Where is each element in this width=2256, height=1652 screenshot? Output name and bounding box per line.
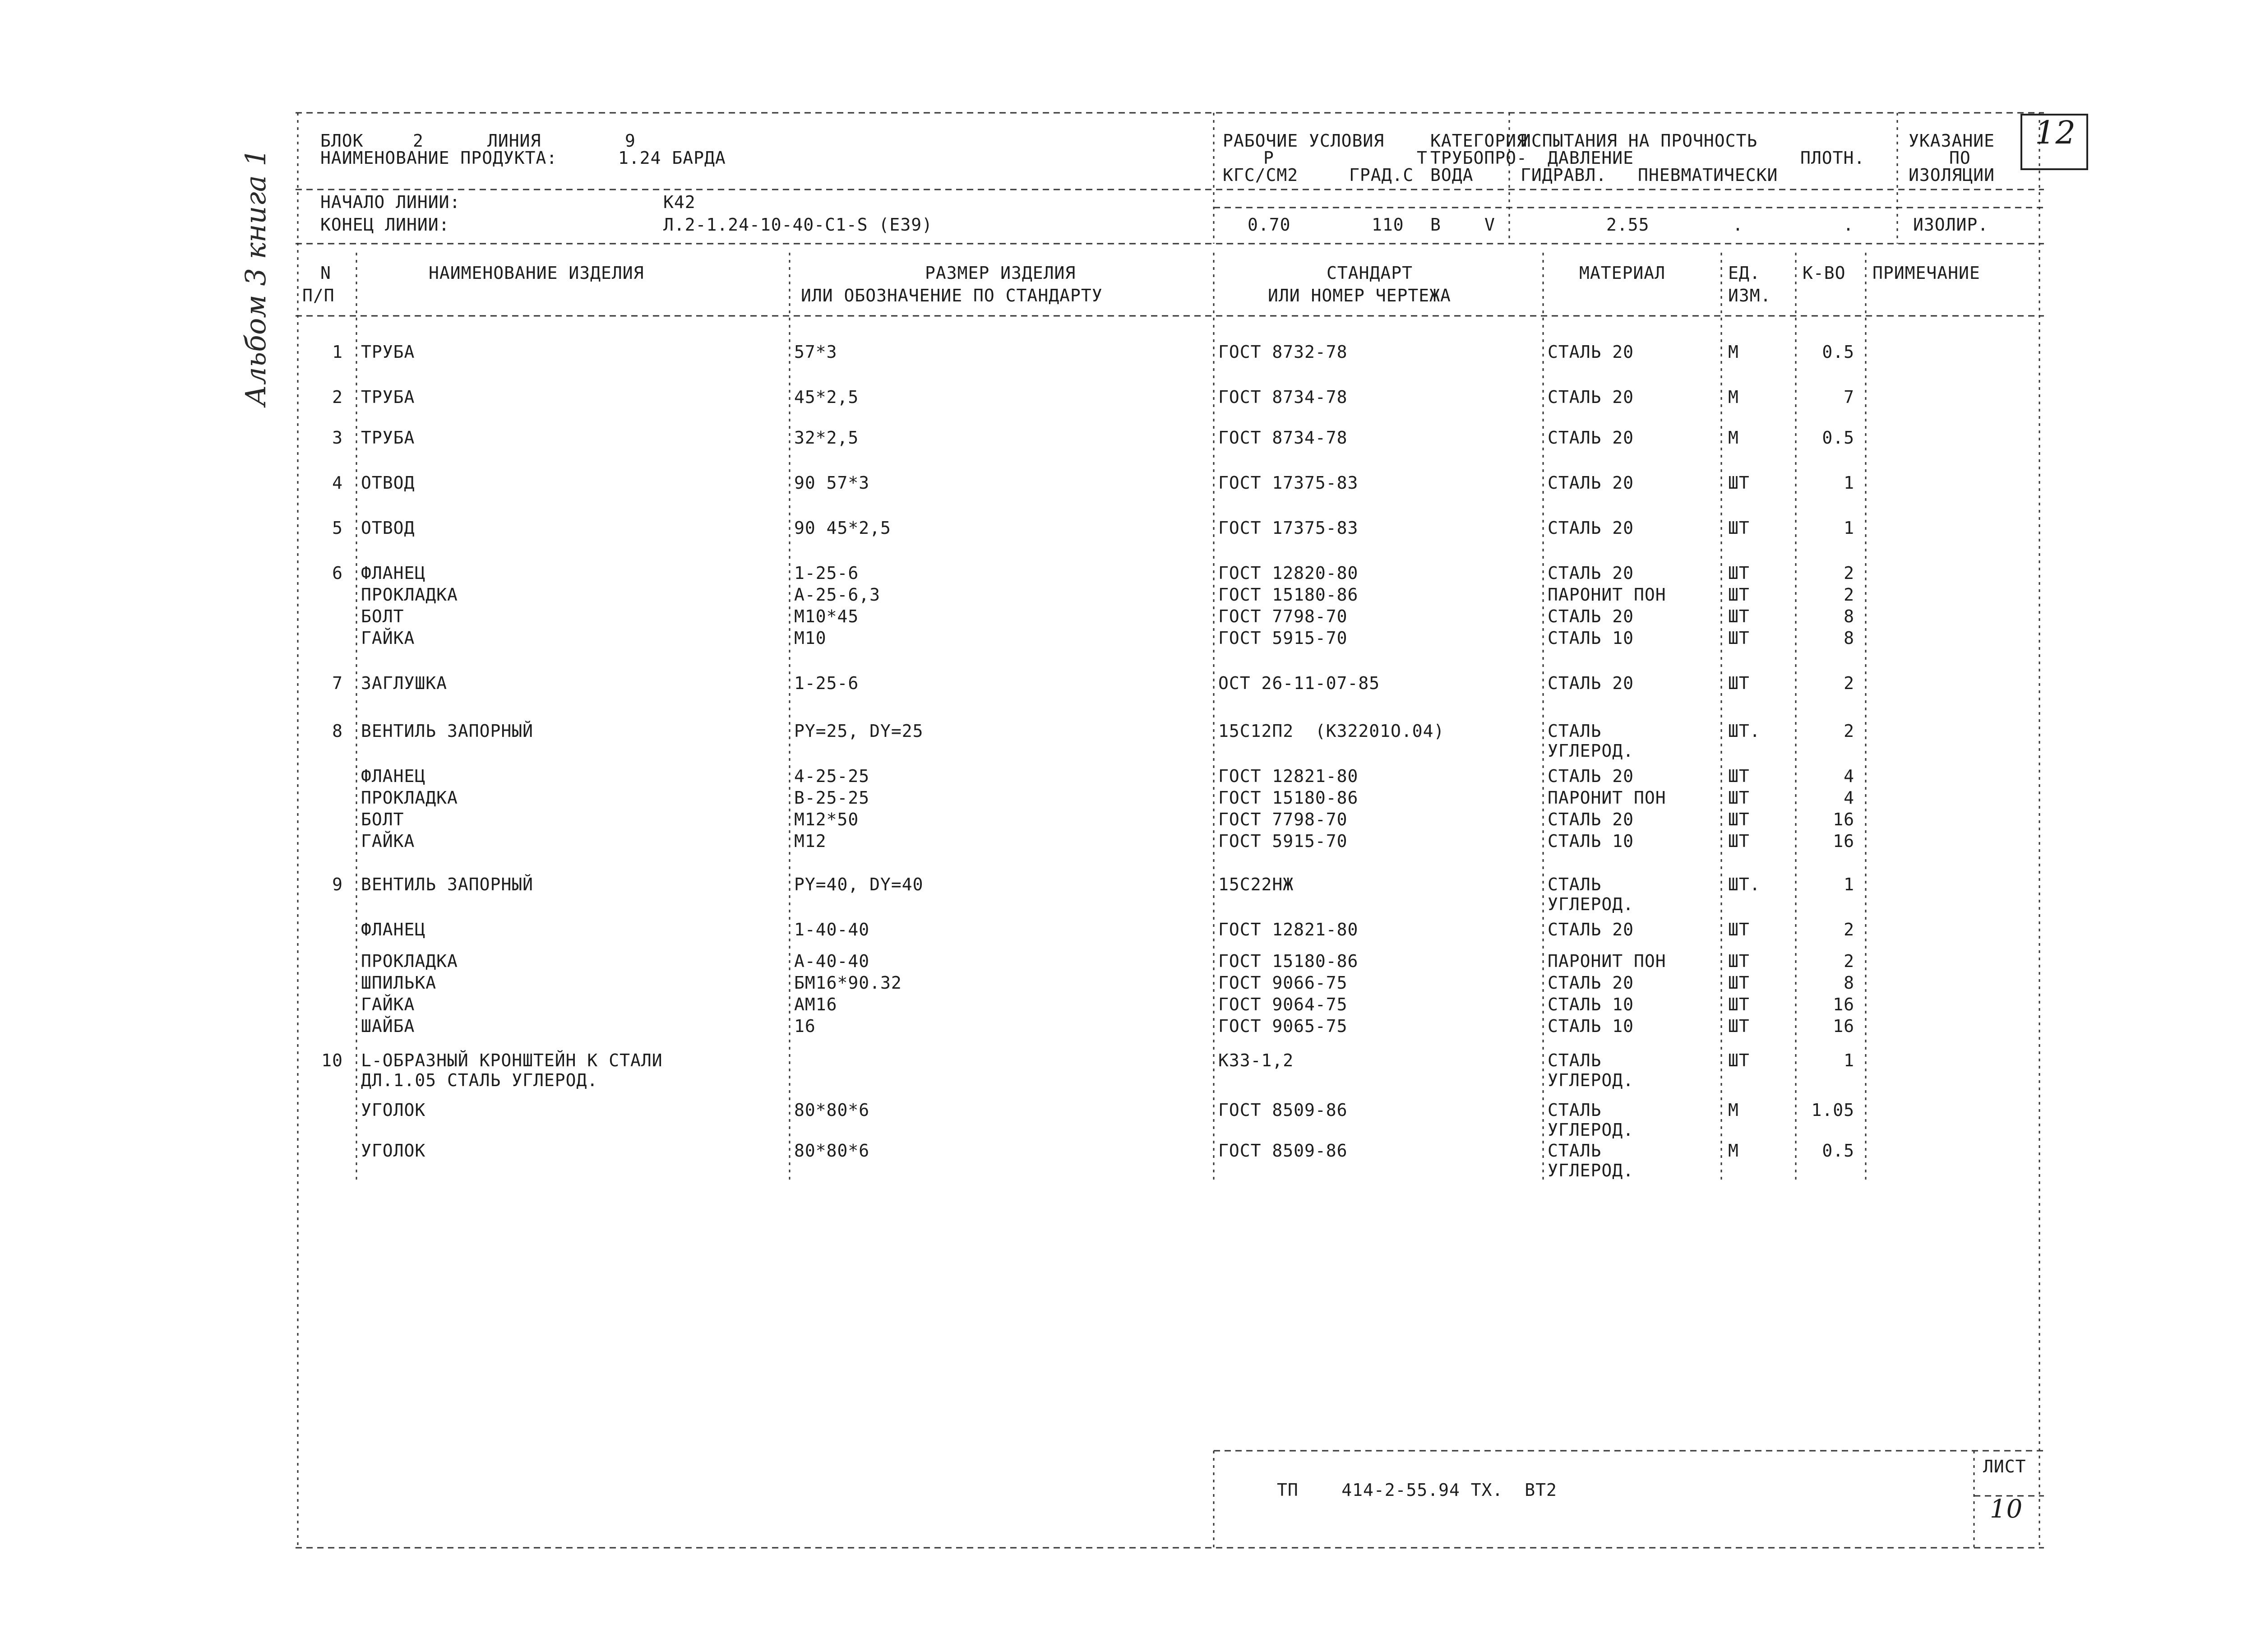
cell-unit: ШТ xyxy=(1728,563,1750,583)
cell-name: БОЛТ xyxy=(361,810,404,829)
col-unit-2: ИЗМ. xyxy=(1728,286,1771,305)
cell-n: 8 xyxy=(332,721,343,741)
insulation-title-1: УКАЗАНИЕ xyxy=(1909,131,1995,151)
cell-qty: 0.5 xyxy=(1822,428,1854,448)
cell-size: 80*80*6 xyxy=(794,1100,870,1120)
tests-hydraulic: ГИДРАВЛ. xyxy=(1521,165,1607,185)
cell-mat-line2: УГЛЕРОД. xyxy=(1548,894,1634,914)
cell-size: PY=40, DY=40 xyxy=(794,875,924,894)
tests-density: ПЛОТН. xyxy=(1800,148,1865,168)
cell-size: М10 xyxy=(794,628,827,648)
cell-mat: СТАЛЬ 20 xyxy=(1548,428,1634,448)
cell-mat: ПАРОНИТ ПОН xyxy=(1548,788,1666,808)
cell-name: ФЛАНЕЦ xyxy=(361,563,426,583)
cell-mat: СТАЛЬ 20 xyxy=(1548,920,1634,939)
cell-name: ФЛАНЕЦ xyxy=(361,766,426,786)
col-num-2: П/П xyxy=(302,286,335,305)
col-std-2: ИЛИ НОМЕР ЧЕРТЕЖА xyxy=(1268,286,1451,305)
cell-size: М12 xyxy=(794,831,827,851)
cell-std: ГОСТ 7798-70 xyxy=(1218,810,1348,829)
cell-n: 5 xyxy=(332,518,343,538)
line-label: ЛИНИЯ xyxy=(487,131,541,151)
cell-size: 1-25-6 xyxy=(794,673,859,693)
cell-name: ТРУБА xyxy=(361,342,415,362)
cell-n: 2 xyxy=(332,387,343,407)
cell-n: 9 xyxy=(332,875,343,894)
tests-density-value: . xyxy=(1843,215,1854,235)
cell-std: ГОСТ 9065-75 xyxy=(1218,1016,1348,1036)
cell-mat: СТАЛЬ 20 xyxy=(1548,518,1634,538)
cell-n: 4 xyxy=(332,473,343,493)
cell-name: ТРУБА xyxy=(361,387,415,407)
category-title-2: ТРУБОПРО- xyxy=(1430,148,1527,168)
cell-name: ГАЙКА xyxy=(361,628,415,648)
cell-mat: СТАЛЬ xyxy=(1548,1100,1602,1120)
block-label: БЛОК xyxy=(320,131,364,151)
cell-qty: 4 xyxy=(1844,788,1854,808)
cell-mat: СТАЛЬ 20 xyxy=(1548,387,1634,407)
cell-size: 90 45*2,5 xyxy=(794,518,891,538)
cell-unit: ШТ xyxy=(1728,673,1750,693)
line-end-value: Л.2-1.24-10-40-С1-S (Е39) xyxy=(663,215,933,235)
cell-name: ОТВОД xyxy=(361,473,415,493)
cell-qty: 0.5 xyxy=(1822,1141,1854,1161)
cell-mat: СТАЛЬ 20 xyxy=(1548,342,1634,362)
cell-unit: ШТ xyxy=(1728,831,1750,851)
cell-unit: М xyxy=(1728,342,1739,362)
cell-unit: ШТ xyxy=(1728,951,1750,971)
line-value: 9 xyxy=(625,131,636,151)
cell-qty: 16 xyxy=(1833,831,1854,851)
cell-unit: М xyxy=(1728,1100,1739,1120)
cell-unit: ШТ xyxy=(1728,1050,1750,1070)
cell-std: 15С12П2 (К32201О.04) xyxy=(1218,721,1445,741)
cell-qty: 16 xyxy=(1833,1016,1854,1036)
cell-unit: ШТ xyxy=(1728,518,1750,538)
cell-size: В-25-25 xyxy=(794,788,870,808)
cell-name-line2: ДЛ.1.05 СТАЛЬ УГЛЕРОД. xyxy=(361,1070,598,1090)
category-title-3: ВОДА xyxy=(1430,165,1474,185)
category-value-1: В xyxy=(1430,215,1441,235)
col-name: НАИМЕНОВАНИЕ ИЗДЕЛИЯ xyxy=(429,263,644,283)
t-unit: ГРАД.С xyxy=(1349,165,1414,185)
cell-qty: 1 xyxy=(1844,518,1854,538)
cell-name: ОТВОД xyxy=(361,518,415,538)
cell-qty: 1 xyxy=(1844,1050,1854,1070)
cell-unit: М xyxy=(1728,428,1739,448)
p-label: Р xyxy=(1263,148,1274,168)
tests-pneumatic-value: . xyxy=(1733,215,1743,235)
cell-name: ПРОКЛАДКА xyxy=(361,951,458,971)
cell-size: 1-25-6 xyxy=(794,563,859,583)
cell-name: БОЛТ xyxy=(361,606,404,626)
tests-pressure: ДАВЛЕНИЕ xyxy=(1548,148,1634,168)
cell-mat: СТАЛЬ 10 xyxy=(1548,628,1634,648)
block-value: 2 xyxy=(413,131,424,151)
cell-mat: СТАЛЬ 10 xyxy=(1548,831,1634,851)
cell-name: ГАЙКА xyxy=(361,995,415,1014)
cell-std: ГОСТ 8509-86 xyxy=(1218,1141,1348,1161)
cell-mat-line2: УГЛЕРОД. xyxy=(1548,741,1634,761)
cell-unit: ШТ xyxy=(1728,628,1750,648)
cell-name: ТРУБА xyxy=(361,428,415,448)
cell-size: PY=25, DY=25 xyxy=(794,721,924,741)
cell-size: 90 57*3 xyxy=(794,473,870,493)
cell-size: 32*2,5 xyxy=(794,428,859,448)
category-value-2: V xyxy=(1484,215,1495,235)
cell-qty: 1 xyxy=(1844,875,1854,894)
cell-mat: СТАЛЬ xyxy=(1548,1141,1602,1161)
cell-qty: 8 xyxy=(1844,628,1854,648)
cell-qty: 1 xyxy=(1844,473,1854,493)
cell-qty: 8 xyxy=(1844,606,1854,626)
cell-qty: 0.5 xyxy=(1822,342,1854,362)
cell-qty: 2 xyxy=(1844,563,1854,583)
col-note: ПРИМЕЧАНИЕ xyxy=(1872,263,1980,283)
cell-size: 57*3 xyxy=(794,342,837,362)
conditions-title: РАБОЧИЕ УСЛОВИЯ xyxy=(1223,131,1385,151)
cell-size: 45*2,5 xyxy=(794,387,859,407)
cell-std: ГОСТ 17375-83 xyxy=(1218,518,1359,538)
cell-size: АМ16 xyxy=(794,995,837,1014)
line-start-label: НАЧАЛО ЛИНИИ: xyxy=(320,192,461,212)
cell-qty: 1.05 xyxy=(1811,1100,1854,1120)
cell-unit: ШТ xyxy=(1728,788,1750,808)
product-value: 1.24 БАРДА xyxy=(618,148,726,168)
tests-pneumatic: ПНЕВМАТИЧЕСКИ xyxy=(1638,165,1778,185)
cell-size: М12*50 xyxy=(794,810,859,829)
col-std-1: СТАНДАРТ xyxy=(1327,263,1413,283)
cell-qty: 16 xyxy=(1833,810,1854,829)
cell-std: ГОСТ 9066-75 xyxy=(1218,973,1348,993)
cell-name: УГОЛОК xyxy=(361,1100,426,1120)
cell-mat: СТАЛЬ xyxy=(1548,721,1602,741)
cell-size: 80*80*6 xyxy=(794,1141,870,1161)
cell-unit: ШТ xyxy=(1728,766,1750,786)
cell-name: ПРОКЛАДКА xyxy=(361,788,458,808)
cell-std: ОСТ 26-11-07-85 xyxy=(1218,673,1380,693)
cell-std: ГОСТ 8734-78 xyxy=(1218,387,1348,407)
cell-std: 15С22НЖ xyxy=(1218,875,1294,894)
corner-number-box xyxy=(2020,114,2088,170)
cell-mat: СТАЛЬ xyxy=(1548,875,1602,894)
cell-qty: 2 xyxy=(1844,585,1854,605)
cell-n: 6 xyxy=(332,563,343,583)
col-unit-1: ЕД. xyxy=(1728,263,1761,283)
cell-size: 4-25-25 xyxy=(794,766,870,786)
cell-std: ГОСТ 9064-75 xyxy=(1218,995,1348,1014)
cell-mat: СТАЛЬ 20 xyxy=(1548,673,1634,693)
cell-mat: ПАРОНИТ ПОН xyxy=(1548,951,1666,971)
cell-qty: 2 xyxy=(1844,673,1854,693)
cell-mat: СТАЛЬ 20 xyxy=(1548,766,1634,786)
doc-code: ТП 414-2-55.94 ТХ. ВТ2 xyxy=(1277,1480,1557,1500)
cell-std: ГОСТ 12821-80 xyxy=(1218,766,1359,786)
cell-name: ВЕНТИЛЬ ЗАПОРНЫЙ xyxy=(361,875,534,894)
side-note: Альбом 3 книга 1 xyxy=(239,148,272,406)
cell-size: БМ16*90.32 xyxy=(794,973,902,993)
t-label: Т xyxy=(1417,148,1428,168)
cell-unit: ШТ xyxy=(1728,585,1750,605)
sheet-label: ЛИСТ xyxy=(1983,1457,2026,1476)
corner-number: 12 xyxy=(2035,114,2076,151)
cell-mat: СТАЛЬ 20 xyxy=(1548,563,1634,583)
cell-qty: 2 xyxy=(1844,920,1854,939)
cell-std: ГОСТ 5915-70 xyxy=(1218,628,1348,648)
cell-unit: ШТ xyxy=(1728,973,1750,993)
cell-size: А-25-6,3 xyxy=(794,585,881,605)
col-size-2: ИЛИ ОБОЗНАЧЕНИЕ ПО СТАНДАРТУ xyxy=(801,286,1103,305)
cell-mat-line2: УГЛЕРОД. xyxy=(1548,1120,1634,1140)
cell-std: ГОСТ 8509-86 xyxy=(1218,1100,1348,1120)
cell-n: 3 xyxy=(332,428,343,448)
cell-unit: ШТ xyxy=(1728,920,1750,939)
p-value: 0.70 xyxy=(1248,215,1291,235)
cell-name: ЗАГЛУШКА xyxy=(361,673,448,693)
cell-std: ГОСТ 17375-83 xyxy=(1218,473,1359,493)
cell-mat: СТАЛЬ xyxy=(1548,1050,1602,1070)
cell-name: ГАЙКА xyxy=(361,831,415,851)
line-end-label: КОНЕЦ ЛИНИИ: xyxy=(320,215,450,235)
cell-mat: ПАРОНИТ ПОН xyxy=(1548,585,1666,605)
cell-unit: ШТ xyxy=(1728,606,1750,626)
cell-mat: СТАЛЬ 20 xyxy=(1548,973,1634,993)
cell-std: ГОСТ 8732-78 xyxy=(1218,342,1348,362)
cell-mat: СТАЛЬ 20 xyxy=(1548,606,1634,626)
col-material: МАТЕРИАЛ xyxy=(1579,263,1666,283)
cell-mat-line2: УГЛЕРОД. xyxy=(1548,1070,1634,1090)
insulation-title-3: ИЗОЛЯЦИИ xyxy=(1909,165,1995,185)
cell-qty: 8 xyxy=(1844,973,1854,993)
cell-std: ГОСТ 15180-86 xyxy=(1218,951,1359,971)
tests-title: ИСПЫТАНИЯ НА ПРОЧНОСТЬ xyxy=(1521,131,1758,151)
cell-size: А-40-40 xyxy=(794,951,870,971)
cell-name: УГОЛОК xyxy=(361,1141,426,1161)
insulation-title-2: ПО xyxy=(1949,148,1971,168)
cell-mat-line2: УГЛЕРОД. xyxy=(1548,1161,1634,1180)
cell-std: ГОСТ 5915-70 xyxy=(1218,831,1348,851)
cell-mat: СТАЛЬ 10 xyxy=(1548,995,1634,1014)
cell-name: ФЛАНЕЦ xyxy=(361,920,426,939)
cell-name: ШПИЛЬКА xyxy=(361,973,437,993)
cell-qty: 4 xyxy=(1844,766,1854,786)
cell-unit: ШТ xyxy=(1728,995,1750,1014)
cell-mat: СТАЛЬ 20 xyxy=(1548,473,1634,493)
product-label: НАИМЕНОВАНИЕ ПРОДУКТА: xyxy=(320,148,558,168)
cell-std: К33-1,2 xyxy=(1218,1050,1294,1070)
cell-std: ГОСТ 8734-78 xyxy=(1218,428,1348,448)
cell-size: М10*45 xyxy=(794,606,859,626)
cell-size: 1-40-40 xyxy=(794,920,870,939)
cell-qty: 2 xyxy=(1844,721,1854,741)
cell-name: ВЕНТИЛЬ ЗАПОРНЫЙ xyxy=(361,721,534,741)
cell-unit: ШТ. xyxy=(1728,875,1761,894)
cell-unit: ШТ xyxy=(1728,473,1750,493)
cell-std: ГОСТ 12820-80 xyxy=(1218,563,1359,583)
cell-unit: ШТ xyxy=(1728,1016,1750,1036)
cell-name: ПРОКЛАДКА xyxy=(361,585,458,605)
cell-name: ШАЙБА xyxy=(361,1016,415,1036)
cell-n: 10 xyxy=(321,1050,343,1070)
cell-std: ГОСТ 15180-86 xyxy=(1218,788,1359,808)
cell-unit: М xyxy=(1728,387,1739,407)
cell-n: 7 xyxy=(332,673,343,693)
category-title-1: КАТЕГОРИЯ xyxy=(1430,131,1527,151)
col-size-1: РАЗМЕР ИЗДЕЛИЯ xyxy=(925,263,1076,283)
cell-unit: ШТ. xyxy=(1728,721,1761,741)
p-unit: КГС/СМ2 xyxy=(1223,165,1299,185)
col-qty: К-ВО xyxy=(1803,263,1846,283)
cell-qty: 7 xyxy=(1844,387,1854,407)
cell-unit: М xyxy=(1728,1141,1739,1161)
tests-hydraulic-value: 2.55 xyxy=(1606,215,1650,235)
cell-qty: 2 xyxy=(1844,951,1854,971)
cell-mat: СТАЛЬ 10 xyxy=(1548,1016,1634,1036)
t-value: 110 xyxy=(1372,215,1404,235)
cell-mat: СТАЛЬ 20 xyxy=(1548,810,1634,829)
cell-unit: ШТ xyxy=(1728,810,1750,829)
cell-size: 16 xyxy=(794,1016,816,1036)
cell-qty: 16 xyxy=(1833,995,1854,1014)
cell-n: 1 xyxy=(332,342,343,362)
cell-name: L-ОБРАЗНЫЙ КРОНШТЕЙН К СТАЛИ xyxy=(361,1050,663,1070)
col-num-1: N xyxy=(320,263,331,283)
sheet-number: 10 xyxy=(1990,1495,2023,1524)
cell-std: ГОСТ 12821-80 xyxy=(1218,920,1359,939)
insulation-value: ИЗОЛИР. xyxy=(1913,215,1989,235)
line-start-value: К42 xyxy=(663,192,696,212)
cell-std: ГОСТ 15180-86 xyxy=(1218,585,1359,605)
cell-std: ГОСТ 7798-70 xyxy=(1218,606,1348,626)
